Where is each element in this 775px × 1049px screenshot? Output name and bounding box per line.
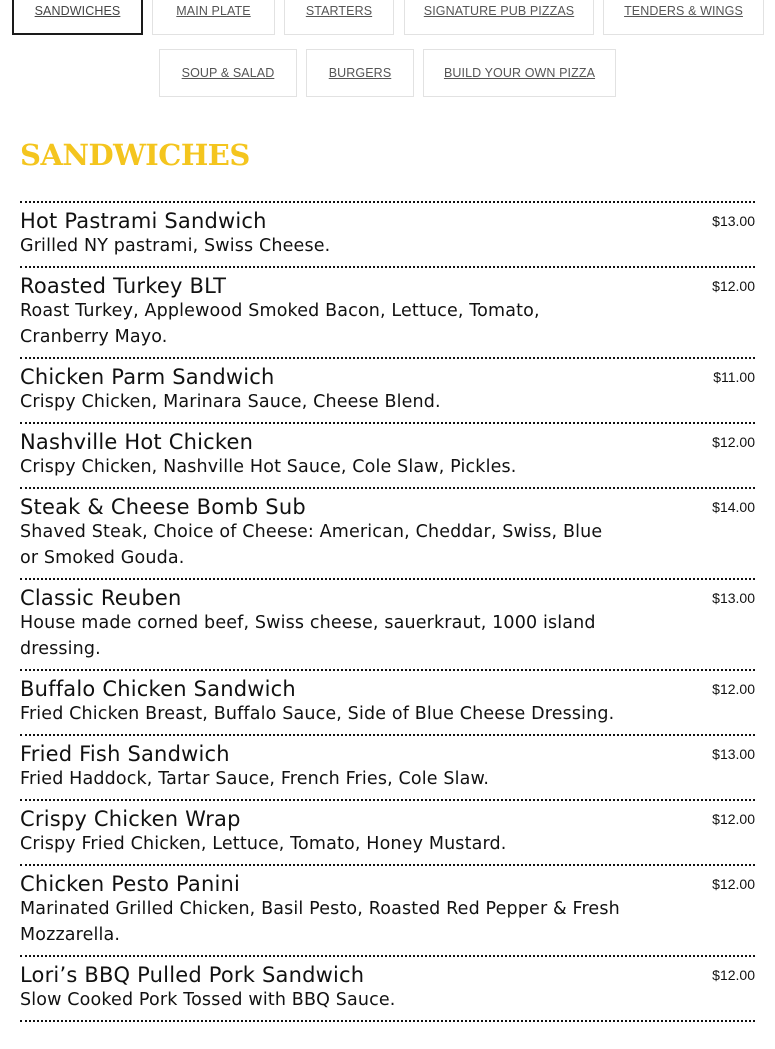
menu-item [20, 357, 755, 422]
item-name: Chicken Parm Sandwich [20, 365, 275, 389]
tab-signature-pub-pizzas[interactable]: SIGNATURE PUB PIZZAS [404, 0, 594, 35]
item-description: Grilled NY pastrami, Swiss Cheese. [20, 236, 331, 256]
item-price: $13.00 [712, 213, 755, 229]
tab-sandwiches[interactable]: SANDWICHES [12, 0, 143, 35]
tab-soup-salad[interactable]: SOUP & SALAD [159, 49, 297, 97]
item-price: $11.00 [713, 369, 755, 385]
item-description: Fried Haddock, Tartar Sauce, French Fries, Cole Slaw. [20, 769, 490, 789]
item-price: $13.00 [712, 746, 755, 762]
item-price: $12.00 [712, 811, 755, 827]
menu-item [20, 734, 755, 799]
item-description: Crispy Fried Chicken, Lettuce, Tomato, Honey Mustard. [20, 834, 507, 854]
item-price: $12.00 [712, 434, 755, 450]
item-name: Fried Fish Sandwich [20, 742, 230, 766]
item-price: $12.00 [712, 278, 755, 294]
item-price: $12.00 [712, 876, 755, 892]
item-name: Classic Reuben [20, 586, 182, 610]
menu-item [20, 266, 755, 357]
item-price: $14.00 [712, 499, 755, 515]
menu-item [20, 799, 755, 864]
item-description: Crispy Chicken, Nashville Hot Sauce, Cole Slaw, Pickles. [20, 457, 517, 477]
menu-item [20, 487, 755, 578]
item-price: $12.00 [712, 967, 755, 983]
menu-list [20, 201, 755, 1022]
tab-build-your-own-pizza[interactable]: BUILD YOUR OWN PIZZA [423, 49, 616, 97]
category-tabs-row-2 [0, 49, 775, 97]
menu-item [20, 864, 755, 955]
item-name: Hot Pastrami Sandwich [20, 209, 267, 233]
section-title: SANDWICHES [20, 138, 250, 172]
item-description: House made corned beef, Swiss cheese, sauerkraut, 1000 island dressing. [20, 613, 596, 659]
tab-tenders-wings[interactable]: TENDERS & WINGS [603, 0, 764, 35]
item-name: Lori’s BBQ Pulled Pork Sandwich [20, 963, 365, 987]
menu-item [20, 578, 755, 669]
tab-burgers[interactable]: BURGERS [306, 49, 414, 97]
item-description: Fried Chicken Breast, Buffalo Sauce, Side of Blue Cheese Dressing. [20, 704, 615, 724]
item-name: Buffalo Chicken Sandwich [20, 677, 296, 701]
tab-starters[interactable]: STARTERS [284, 0, 394, 35]
tab-main-plate[interactable]: MAIN PLATE [152, 0, 275, 35]
menu-item [20, 201, 755, 266]
item-name: Steak & Cheese Bomb Sub [20, 495, 306, 519]
menu-item [20, 955, 755, 1022]
category-tabs-row-1 [0, 0, 775, 35]
menu-item [20, 422, 755, 487]
item-description: Crispy Chicken, Marinara Sauce, Cheese Blend. [20, 392, 441, 412]
item-name: Chicken Pesto Panini [20, 872, 241, 896]
item-name: Nashville Hot Chicken [20, 430, 254, 454]
item-name: Roasted Turkey BLT [20, 274, 227, 298]
item-description: Slow Cooked Pork Tossed with BBQ Sauce. [20, 990, 396, 1010]
item-description: Roast Turkey, Applewood Smoked Bacon, Lettuce, Tomato, Cranberry Mayo. [20, 301, 540, 347]
item-price: $12.00 [712, 681, 755, 697]
item-description: Shaved Steak, Choice of Cheese: American, Cheddar, Swiss, Blue or Smoked Gouda. [20, 522, 603, 568]
item-description: Marinated Grilled Chicken, Basil Pesto, Roasted Red Pepper & Fresh Mozzarella. [20, 899, 620, 945]
item-name: Crispy Chicken Wrap [20, 807, 241, 831]
item-price: $13.00 [712, 590, 755, 606]
menu-item [20, 669, 755, 734]
